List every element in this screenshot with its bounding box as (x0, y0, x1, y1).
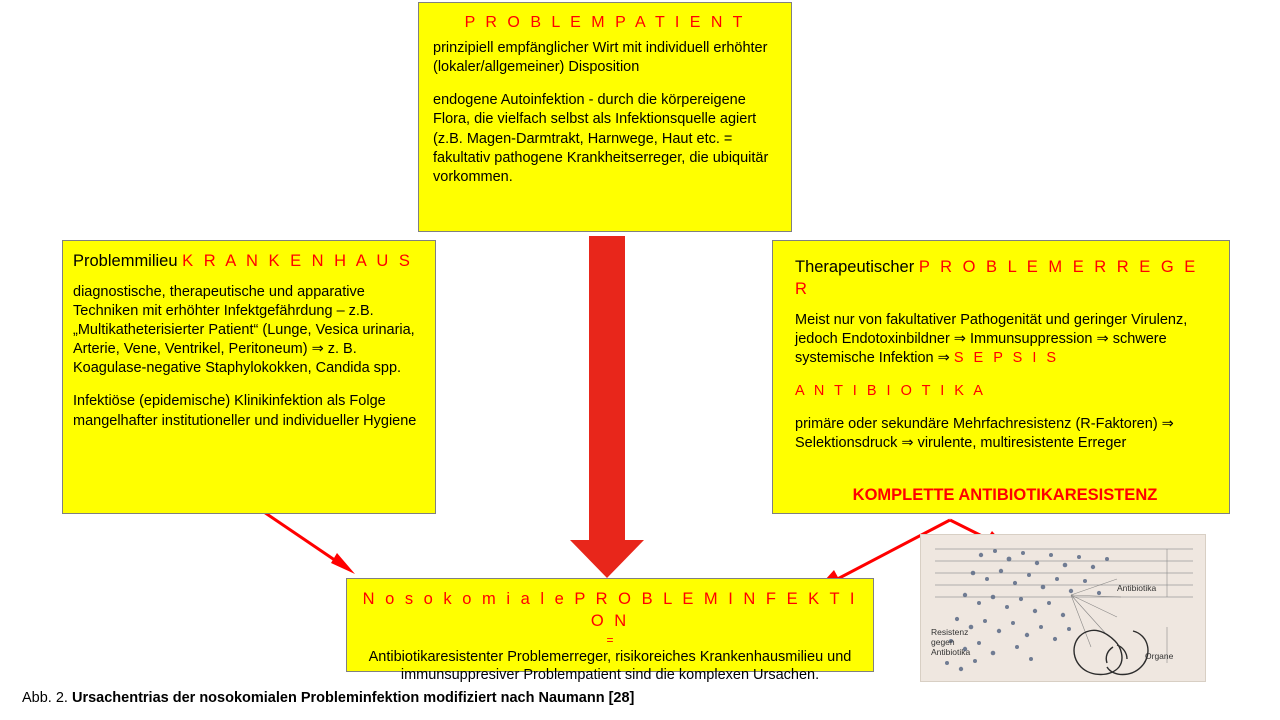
nosokomiale-title: N o s o k o m i a l e P R O B L E M I N F E K T I O N (362, 590, 858, 630)
inset-label-resistenz-line1: Resistenz (931, 627, 969, 637)
figure-caption (22, 690, 634, 706)
problempatient-title: P R O B L E M P A T I E N T (464, 14, 746, 31)
nosokomiale-equals-sign: = (606, 632, 614, 647)
erreger-antibiotika-label: A N T I B I O T I K A (795, 382, 986, 399)
spacer (795, 401, 1215, 415)
inset-label-resistenz-line3: Antibiotika (931, 647, 971, 657)
problemerreger-box (772, 240, 1230, 514)
erreger-title-highlight: P R O B L E M E R R E G E R (795, 258, 1199, 298)
problempatient-paragraph-1: prinzipiell empfänglicher Wirt mit individuell erhöhter (lokaler/allgemeiner) Disposition (433, 40, 768, 76)
erreger-paragraph-2: primäre oder sekundäre Mehrfachresistenz (R-Faktoren) ⇒ Selektionsdruck ⇒ virulente, multiresistente Erreger (795, 416, 1174, 452)
figure-caption-text: Ursachentrias der nosokomialen Probleminfektion modifiziert nach Naumann [28] (71, 690, 635, 706)
spacer (795, 368, 1215, 382)
inset-illustration (920, 534, 1206, 682)
problemmilieu-krankenhaus-box (62, 240, 436, 514)
problempatient-box (418, 2, 792, 232)
erreger-title (795, 257, 1215, 301)
erreger-paragraph-1 (795, 311, 1215, 368)
krankenhaus-title-plain: Problemmilieu (73, 252, 183, 270)
erreger-title-plain: Therapeutischer (795, 258, 919, 276)
big-down-arrow-icon (570, 236, 644, 578)
spacer (795, 453, 1215, 479)
krankenhaus-title (73, 251, 427, 273)
nosokomiale-probleminfektion-box (346, 578, 874, 684)
inset-label-organe: Organe (1145, 651, 1174, 661)
figure-caption-prefix: Abb. 2. (22, 690, 68, 706)
spacer (73, 378, 427, 392)
spacer (433, 77, 777, 91)
erreger-conclusion: KOMPLETTE ANTIBIOTIKARESISTENZ (852, 486, 1158, 505)
krankenhaus-paragraph-2: Infektiöse (epidemische) Klinikinfektion als Folge mangelhafter institutioneller und individueller Hygiene (73, 393, 417, 429)
erreger-paragraph-1-text: Meist nur von fakultativer Pathogenität und geringer Virulenz, jedoch Endotoxinbildner ⇒ Immunsuppression ⇒ schwere systemische Infektion ⇒ (795, 311, 1188, 366)
problempatient-paragraph-2: endogene Autoinfektion - durch die körpereigene Flora, die vielfach selbst als Infektionsquelle agiert (z.B. Magen-Darmtrakt, Harnwege, Haut etc. = fakultativ pathogene Krankheitserreger, die ubiquitär vorkommen. (433, 92, 769, 185)
krankenhaus-paragraph-1: diagnostische, therapeutische und apparative Techniken mit erhöhter Infektgefährdung – z.B. „Multikatheterisierter Patient“ (Lunge, Vesica urinaria, Arterie, Vene, Ventrikel, Peritoneum) ⇒ z. B. Koagulase-negative Staphylokokken, Candida spp. (73, 283, 415, 377)
inset-label-resistenz-line2: gegen (931, 637, 955, 647)
nosokomiale-body: Antibiotikaresistenter Problemerreger, risikoreiches Krankenhausmilieu und immunsuppresiver Problempatient sind die komplexen Ursachen. (368, 648, 852, 684)
inset-label-antibiotika: Antibiotika (1117, 583, 1157, 593)
krankenhaus-title-highlight: K R A N K E N H A U S (182, 252, 413, 270)
erreger-sepsis-highlight: S E P S I S (953, 349, 1060, 366)
